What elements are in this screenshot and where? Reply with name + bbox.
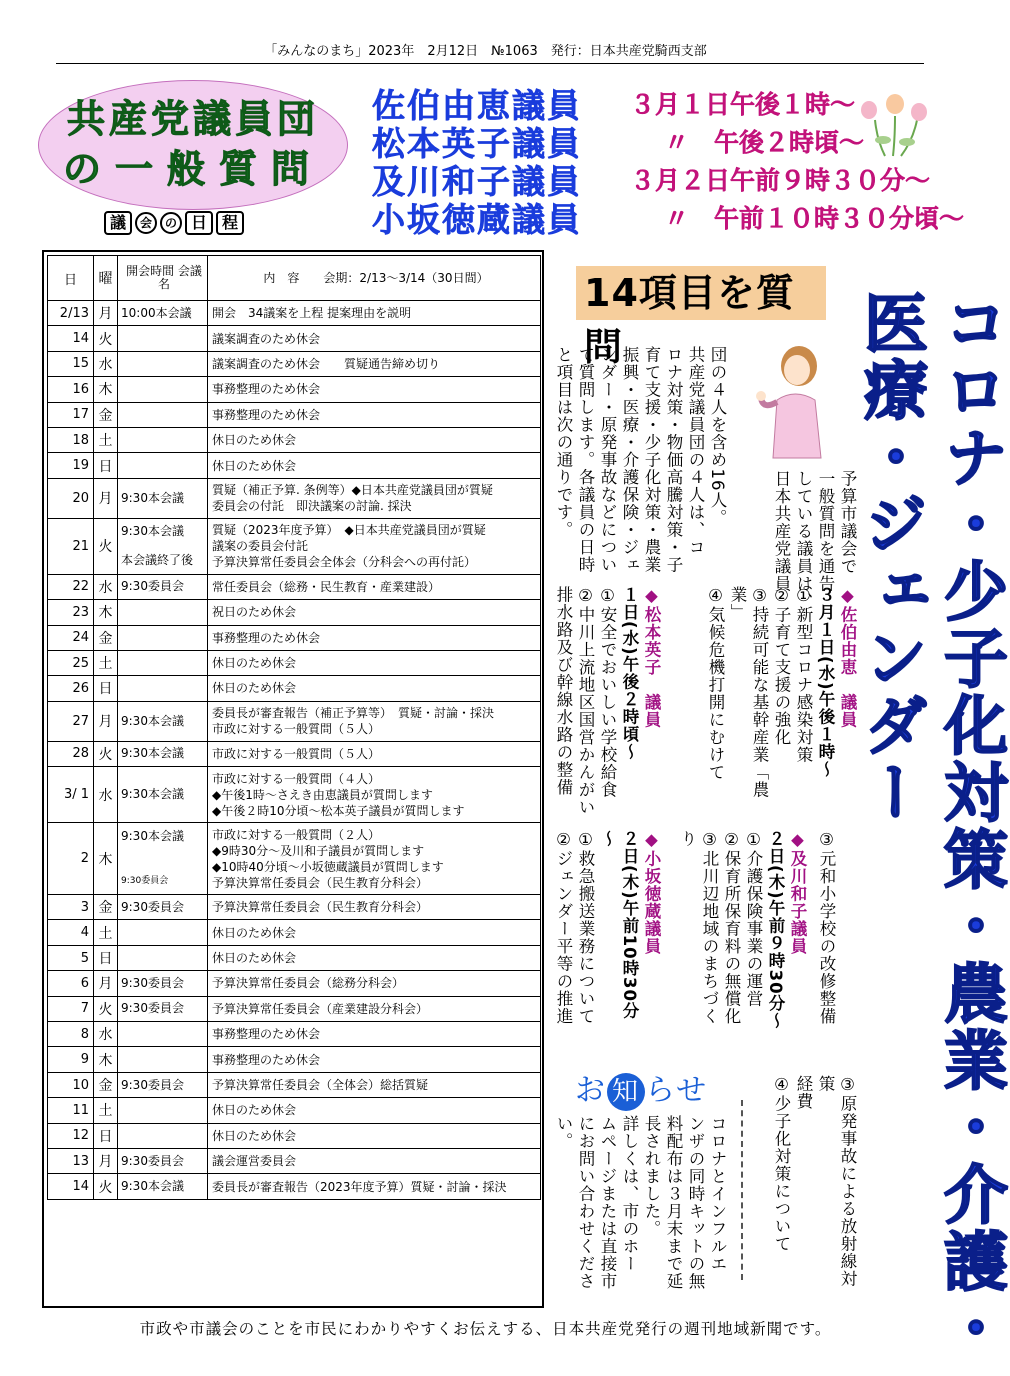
notice-divider — [741, 1100, 743, 1280]
notice-line: 料配布は３月末まで延 — [664, 1115, 683, 1290]
content-line: 委員長が審査報告（補正予算等） 質疑・討論・採決 — [212, 706, 495, 721]
table-row — [48, 326, 541, 351]
cell-content — [208, 574, 541, 599]
cell-day: 28 — [48, 741, 94, 766]
cell-content — [208, 920, 541, 945]
table-row — [48, 351, 541, 376]
cell-content — [208, 823, 541, 895]
table-row — [48, 1072, 541, 1097]
table-row — [48, 453, 541, 478]
schedule-table — [47, 255, 541, 1200]
cell-day: 14 — [48, 326, 94, 351]
cell-content — [208, 1148, 541, 1173]
content-line: 予算決算常任委員会（総務分科会） — [212, 976, 405, 991]
cell-day: 27 — [48, 701, 94, 741]
cell-weekday: 土 — [94, 1098, 118, 1123]
intro-line: している議員は、 — [794, 470, 813, 610]
cell-day: 9 — [48, 1047, 94, 1072]
cell-content — [208, 741, 541, 766]
table-row — [48, 650, 541, 675]
table-row — [48, 377, 541, 402]
member-date: ２日(木)午前９時30分～ — [766, 830, 785, 1030]
content-line: 開会 34議案を上程 提案理由を説明 — [212, 306, 412, 321]
saeki-continued — [815, 830, 837, 1030]
cell-weekday: 火 — [94, 741, 118, 766]
woman-illustration — [755, 340, 835, 460]
cell-meeting — [118, 600, 208, 625]
table-row — [48, 402, 541, 427]
cell-content — [208, 895, 541, 920]
notice-line: い。 — [554, 1115, 573, 1150]
cell-day: 19 — [48, 453, 94, 478]
table-row — [48, 996, 541, 1021]
cell-weekday: 日 — [94, 945, 118, 970]
meeting-label: 9:30委員会 — [121, 875, 169, 886]
question-item: ②ジェンダー平等の推進 — [554, 830, 573, 1025]
meeting-label: 9:30委員会 — [121, 1077, 184, 1092]
table-row — [48, 1047, 541, 1072]
content-line: 予算決算常任委員会（民生教育分科会） — [212, 875, 429, 890]
cell-content — [208, 427, 541, 452]
cell-meeting — [118, 1072, 208, 1097]
cell-content — [208, 478, 541, 518]
member-name: ◆小坂徳蔵議員 — [642, 830, 661, 955]
intro-line: と項目は次の通りです。 — [554, 346, 573, 539]
intro-line: 日本共産党議員 — [772, 470, 791, 593]
cell-meeting — [118, 574, 208, 599]
cell-day: 2 — [48, 823, 94, 895]
cell-weekday: 火 — [94, 996, 118, 1021]
content-line: 祝日のため休会 — [212, 605, 297, 620]
cell-day: 15 — [48, 351, 94, 376]
table-row — [48, 741, 541, 766]
cell-weekday: 木 — [94, 377, 118, 402]
cell-weekday: 木 — [94, 1047, 118, 1072]
cell-content — [208, 1072, 541, 1097]
table-row — [48, 574, 541, 599]
cell-meeting — [118, 823, 208, 895]
table-row — [48, 945, 541, 970]
table-row — [48, 1148, 541, 1173]
content-line: 事務整理のため休会 — [212, 407, 321, 422]
meeting-label: 10:00本会議 — [121, 305, 192, 320]
badge-char: 会 — [135, 212, 157, 234]
question-item: ③元和小学校の改修整備 — [817, 830, 836, 1025]
cell-content — [208, 453, 541, 478]
matsumoto-block — [552, 586, 662, 816]
cell-day: 20 — [48, 478, 94, 518]
intro-line: 育て支援・少子化対策・農業 — [642, 346, 661, 574]
meeting-label: 9:30委員会 — [121, 899, 184, 914]
cell-content — [208, 650, 541, 675]
member-name: ◆松本英子 議員 — [642, 586, 661, 729]
cell-day: 26 — [48, 676, 94, 701]
question-item: ④気候危機打開にむけて — [706, 586, 725, 781]
article-big-title: コロナ・少子化対策・農業・介護・医療・ジェンダー — [853, 290, 1007, 1362]
question-item: ③北川辺地域のまちづくり — [678, 830, 719, 1025]
table-row — [48, 1098, 541, 1123]
cell-day: 7 — [48, 996, 94, 1021]
meeting-label: 本会議終了後 — [121, 553, 194, 568]
cell-weekday: 木 — [94, 600, 118, 625]
cell-meeting — [118, 1022, 208, 1047]
footer-text: 市政や市議会のことを市民にわかりやすくお伝えする、日本共産党発行の週刊地域新聞です。 — [139, 1320, 832, 1338]
intro-line: 一般質問を通告 — [816, 470, 835, 593]
content-line: ◆午後1時～さえき由恵議員が質問します — [212, 787, 433, 802]
content-line: 休日のため休会 — [212, 1103, 297, 1118]
cell-meeting — [118, 1123, 208, 1148]
badge-char: 程 — [216, 211, 244, 235]
masthead: 「みんなのまち」2023年 2月12日 №1063 発行：日本共産党騎西支部 — [264, 44, 707, 59]
content-line: 事務整理のため休会 — [212, 1027, 321, 1042]
question-item: 排水路及び幹線水路の整備 — [554, 586, 573, 796]
cell-meeting — [118, 767, 208, 823]
notice-line: ムページまたは直接市 — [598, 1115, 617, 1290]
cell-content — [208, 402, 541, 427]
cell-meeting — [118, 996, 208, 1021]
content-line: 事務整理のため休会 — [212, 1052, 321, 1067]
cell-weekday: 金 — [94, 895, 118, 920]
question-item: ③原発事故による放射線対策 — [816, 1075, 857, 1288]
question-item: ①安全でおいしい学校給食 — [598, 586, 617, 799]
saeki-block — [704, 586, 858, 816]
cell-weekday: 土 — [94, 650, 118, 675]
content-line: 事務整理のため休会 — [212, 630, 321, 645]
table-row — [48, 427, 541, 452]
content-line: 予算決算常任委員会（全体会）総括質疑 — [212, 1078, 429, 1092]
meeting-label: 9:30本会議 — [121, 524, 184, 539]
meeting-label: 9:30本会議 — [121, 713, 184, 728]
cell-content — [208, 676, 541, 701]
intro-line: ンダー・原発事故などについ — [598, 346, 617, 574]
cell-weekday: 火 — [94, 518, 118, 574]
cell-weekday: 月 — [94, 478, 118, 518]
content-line: 予算決算常任委員会全体会（分科会への再付託） — [212, 555, 477, 570]
cell-day: 4 — [48, 920, 94, 945]
question-item: ①新型コロナ感染対策 — [794, 586, 813, 764]
schedule-table-frame — [42, 250, 544, 1308]
content-line: 質疑（補正予算. 条例等）◆日本共産党議員団が質疑 — [212, 483, 493, 498]
cell-meeting — [118, 741, 208, 766]
speaker-time: ３月１日午後１時～ — [630, 90, 856, 119]
content-line: 市政に対する一般質問（４人） — [212, 771, 381, 786]
intro-line: 共産党議員団の４人は、コ — [686, 346, 705, 556]
cell-day: 18 — [48, 427, 94, 452]
intro-line: 予算市議会で — [838, 470, 857, 575]
cell-day: 24 — [48, 625, 94, 650]
cell-day: 12 — [48, 1123, 94, 1148]
cell-day: 6 — [48, 971, 94, 996]
table-row — [48, 478, 541, 518]
notice-line: 長されました。 — [642, 1115, 661, 1238]
meeting-label: 9:30本会議 — [121, 828, 184, 843]
content-line: 議案調査のため休会 質疑通告締め切り — [212, 356, 441, 371]
cell-day: 10 — [48, 1072, 94, 1097]
speaker-name: 小坂徳蔵議員 — [372, 200, 582, 239]
cell-content — [208, 971, 541, 996]
cell-weekday: 水 — [94, 351, 118, 376]
cell-weekday: 土 — [94, 920, 118, 945]
cell-day: 3 — [48, 895, 94, 920]
cell-content — [208, 1123, 541, 1148]
notice-heading — [575, 1065, 708, 1111]
content-line: 質疑（2023年度予算） ◆日本共産党議員団が質疑 — [212, 523, 486, 538]
cell-meeting — [118, 676, 208, 701]
cell-meeting — [118, 326, 208, 351]
notice-key-char: 知 — [607, 1073, 645, 1111]
content-line: ◆9時30分～及川和子議員が質問します — [212, 843, 425, 858]
cell-content — [208, 351, 541, 376]
cell-content — [208, 625, 541, 650]
speaker-name: 及川和子議員 — [372, 162, 582, 201]
header-meeting: 開会時間 会議名 — [118, 256, 208, 301]
cell-content — [208, 1098, 541, 1123]
cell-meeting — [118, 971, 208, 996]
notice-body — [552, 1115, 728, 1305]
meeting-label: 9:30本会議 — [121, 787, 184, 802]
notice-line: ンザの同時キットの無 — [686, 1115, 705, 1290]
content-line: 休日のため休会 — [212, 681, 297, 696]
cell-weekday: 月 — [94, 701, 118, 741]
cell-content — [208, 1174, 541, 1199]
meeting-label: 9:30本会議 — [121, 1179, 184, 1194]
content-line: 議案の委員会付託 — [212, 539, 309, 554]
member-name: ◆及川和子議員 — [788, 830, 807, 955]
speaker-time: 〃 午後２時頃～ — [664, 128, 865, 157]
cell-day: 3/ 1 — [48, 767, 94, 823]
cell-content — [208, 377, 541, 402]
cell-weekday: 月 — [94, 1148, 118, 1173]
notice-line: にお問い合わせくださ — [576, 1115, 595, 1290]
table-row — [48, 701, 541, 741]
content-line: 休日のため休会 — [212, 1128, 297, 1143]
cell-content — [208, 996, 541, 1021]
header-weekday: 曜 — [94, 256, 118, 301]
cell-meeting — [118, 377, 208, 402]
table-row — [48, 895, 541, 920]
content-line: ◆午後２時10分頃～松本英子議員が質問します — [212, 803, 465, 818]
cell-weekday: 火 — [94, 326, 118, 351]
cell-meeting — [118, 920, 208, 945]
cell-day: 23 — [48, 600, 94, 625]
question-item: ①介護保険事業の運営 — [744, 830, 763, 1008]
table-row — [48, 1174, 541, 1199]
question-item: ②中川上流地区国営かんがい — [576, 586, 595, 816]
cell-content — [208, 301, 541, 326]
content-line: 市政に対する一般質問（５人） — [212, 722, 381, 737]
intro-line: 団の４人を含め16人。 — [708, 346, 727, 527]
cell-day: 13 — [48, 1148, 94, 1173]
cell-weekday: 金 — [94, 625, 118, 650]
cell-meeting — [118, 518, 208, 574]
cell-meeting — [118, 895, 208, 920]
cell-day: 11 — [48, 1098, 94, 1123]
table-row — [48, 625, 541, 650]
notice-line: コロナとインフルエ — [708, 1115, 727, 1273]
cell-day: 2/13 — [48, 301, 94, 326]
cell-meeting — [118, 301, 208, 326]
table-row — [48, 600, 541, 625]
cell-weekday: 月 — [94, 971, 118, 996]
cell-weekday: 日 — [94, 676, 118, 701]
intro-line: ロナ対策・物価高騰対策・子 — [664, 346, 683, 574]
badge-char: 日 — [185, 211, 213, 235]
content-line: 議会運営委員会 — [212, 1154, 297, 1169]
header-day: 日 — [48, 256, 94, 301]
table-row — [48, 518, 541, 574]
cell-weekday: 日 — [94, 1123, 118, 1148]
meeting-label: 9:30委員会 — [121, 579, 184, 594]
member-name: ◆佐伯由恵 議員 — [838, 586, 857, 729]
cell-meeting — [118, 625, 208, 650]
table-header — [48, 256, 541, 301]
schedule-badge — [104, 211, 244, 235]
notice-line: 詳しくは、市のホー — [620, 1115, 639, 1273]
cell-content — [208, 518, 541, 574]
cell-weekday: 金 — [94, 402, 118, 427]
question-item: ④少子化対策について — [772, 1075, 791, 1253]
content-line: 議案調査のため休会 — [212, 331, 321, 346]
content-line: 休日のため休会 — [212, 925, 297, 940]
badge-char: 議 — [104, 211, 132, 235]
content-line: ◆10時40分頃～小坂徳蔵議員が質問します — [212, 859, 444, 874]
cell-meeting — [118, 1098, 208, 1123]
cell-day: 17 — [48, 402, 94, 427]
cell-weekday: 日 — [94, 453, 118, 478]
table-row — [48, 767, 541, 823]
meeting-label: 9:30本会議 — [121, 746, 184, 761]
masthead-rule — [56, 63, 924, 64]
cell-meeting — [118, 650, 208, 675]
table-row — [48, 676, 541, 701]
content-line: 委員長が審査報告（2023年度予算）質疑・討論・採決 — [212, 1179, 507, 1194]
question-item: 経費 — [794, 1075, 813, 1110]
cell-content — [208, 1047, 541, 1072]
intro-line: て質問します。各議員の日時 — [576, 346, 595, 574]
cell-content — [208, 326, 541, 351]
content-line: 事務整理のため休会 — [212, 382, 321, 397]
cell-meeting — [118, 453, 208, 478]
content-line: 休日のため休会 — [212, 433, 297, 448]
content-line: 市政に対する一般質問（５人） — [212, 746, 381, 761]
cell-weekday: 水 — [94, 767, 118, 823]
cell-content — [208, 1022, 541, 1047]
table-row — [48, 971, 541, 996]
cell-weekday: 月 — [94, 301, 118, 326]
speaker-time: ３月２日午前９時３０分～ — [630, 166, 931, 195]
cell-content — [208, 600, 541, 625]
cell-weekday: 木 — [94, 823, 118, 895]
table-row — [48, 1123, 541, 1148]
cell-meeting — [118, 1174, 208, 1199]
content-line: 市政に対する一般質問（２人） — [212, 827, 381, 842]
cell-day: 5 — [48, 945, 94, 970]
matsumoto-continued — [770, 1075, 858, 1295]
cell-day: 14 — [48, 1174, 94, 1199]
member-date: １日(水)午後２時頃～ — [620, 586, 639, 761]
title-line-1: 共産党議員団 — [66, 97, 319, 141]
flowers-illustration — [855, 90, 935, 160]
cell-content — [208, 767, 541, 823]
cell-day: 16 — [48, 377, 94, 402]
content-line: 休日のため休会 — [212, 656, 297, 671]
content-line: 休日のため休会 — [212, 951, 297, 966]
speaker-name: 松本英子議員 — [372, 124, 582, 163]
content-line: 予算決算常任委員会（民生教育分科会） — [212, 900, 429, 915]
cell-day: 8 — [48, 1022, 94, 1047]
title-line-2: の一般質問 — [62, 147, 323, 191]
cell-weekday: 火 — [94, 1174, 118, 1199]
header-content: 内 容 会期：2/13～3/14（30日間） — [208, 256, 541, 301]
cell-day: 21 — [48, 518, 94, 574]
speaker-name: 佐伯由恵議員 — [372, 86, 582, 125]
kosaka-block — [552, 830, 662, 1030]
meeting-label: 9:30委員会 — [121, 975, 184, 990]
cell-meeting — [118, 701, 208, 741]
cell-meeting — [118, 1047, 208, 1072]
notice-head-pre: お — [575, 1073, 607, 1108]
notice-head-post: らせ — [645, 1073, 709, 1108]
cell-weekday: 水 — [94, 574, 118, 599]
question-item: ③持続可能な基幹産業「農業」 — [728, 586, 769, 799]
article-headline: 14項目を質問 — [576, 266, 826, 320]
cell-weekday: 水 — [94, 1022, 118, 1047]
cell-weekday: 金 — [94, 1072, 118, 1097]
cell-meeting — [118, 427, 208, 452]
cell-content — [208, 701, 541, 741]
cell-weekday: 土 — [94, 427, 118, 452]
cell-meeting — [118, 402, 208, 427]
cell-meeting — [118, 478, 208, 518]
content-line: 休日のため休会 — [212, 458, 297, 473]
meeting-label: 9:30本会議 — [121, 490, 184, 505]
cell-meeting — [118, 1148, 208, 1173]
cell-meeting — [118, 351, 208, 376]
meeting-label: 9:30委員会 — [121, 1153, 184, 1168]
member-date: ３月１日(水)午後１時～ — [816, 586, 835, 779]
cell-content — [208, 945, 541, 970]
content-line: 予算決算常任委員会（産業建設分科会） — [212, 1001, 429, 1016]
question-item: ②子育て支援の強化 — [772, 586, 791, 746]
badge-char: の — [160, 212, 182, 234]
cell-day: 25 — [48, 650, 94, 675]
meeting-label: 9:30委員会 — [121, 1001, 184, 1016]
oikawa-block — [676, 830, 808, 1030]
cell-meeting — [118, 945, 208, 970]
table-row — [48, 1022, 541, 1047]
table-row — [48, 823, 541, 895]
content-line: 常任委員会（総務・民生教育・産業建設） — [212, 579, 441, 594]
speaker-time: 〃 午前１０時３０分頃～ — [664, 204, 965, 233]
question-item: ②保育所保育料の無償化 — [722, 830, 741, 1025]
table-row — [48, 301, 541, 326]
cell-day: 22 — [48, 574, 94, 599]
member-date: ２日(木)午前10時30分～ — [598, 830, 639, 1020]
table-row — [48, 920, 541, 945]
content-line: 委員会の付託 即決議案の討論. 採決 — [212, 499, 412, 514]
question-item: ①救急搬送業務について — [576, 830, 595, 1025]
intro-line: 振興・医療・介護保険・ジェ — [620, 346, 639, 574]
